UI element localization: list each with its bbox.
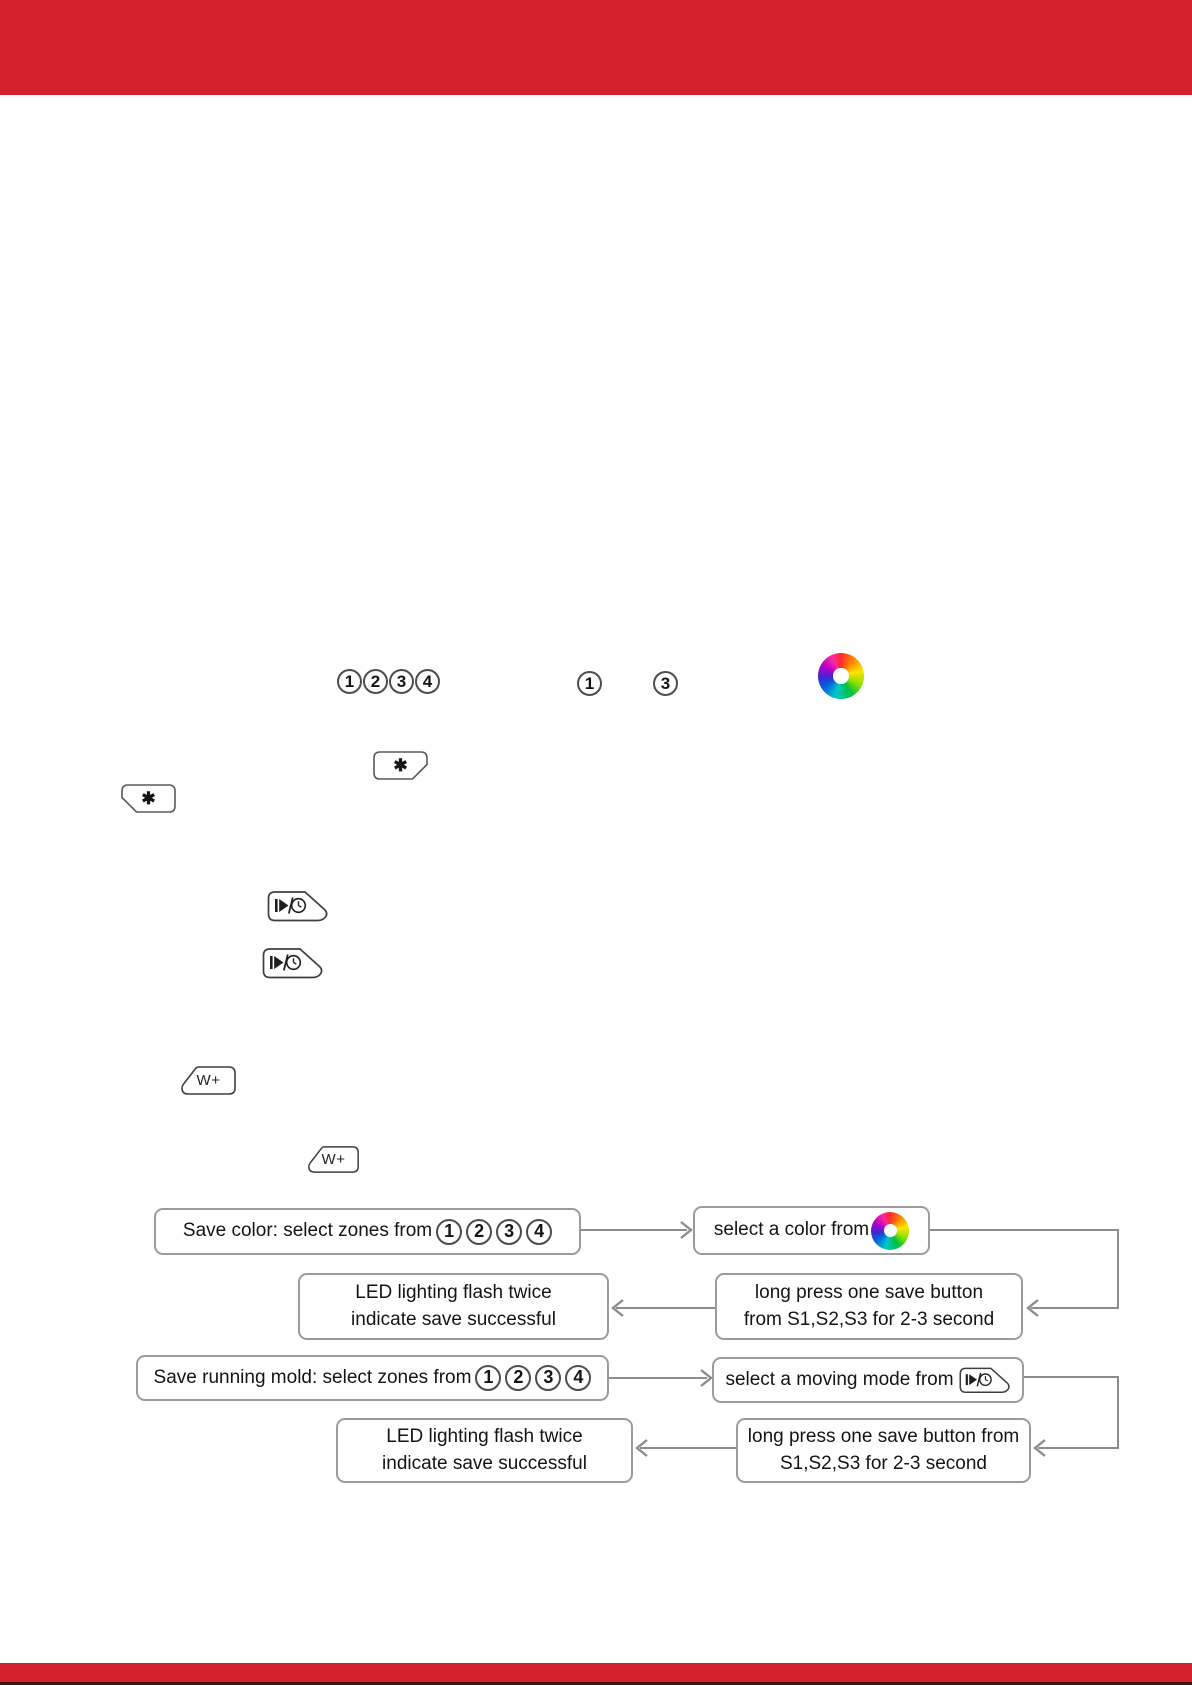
flow-box-save-color-press [715,1273,1023,1340]
zone-1-icon: 1 [577,671,602,696]
flow-text: select a color from [713,1219,870,1241]
zone-1-icon: 1 [475,1365,501,1391]
zone-4-icon: 4 [565,1365,591,1391]
zone-2-icon: 2 [363,669,388,694]
arrowhead-right [681,1222,691,1238]
zone-3-icon: 3 [535,1365,561,1391]
w-plus-label: W+ [321,1151,346,1168]
zone-3-icon: 3 [653,671,678,696]
flow-text: long press one save button from [747,1425,1020,1447]
zone-buttons-1234 [337,669,440,694]
color-wheel-icon [818,653,864,699]
asterisk-glyph: ✱ [393,756,408,775]
play-timer-key-icon [262,948,324,979]
zone-4-icon: 4 [526,1219,552,1245]
flow-text: LED lighting flash twice [355,1281,552,1303]
arrowhead-right [701,1370,711,1386]
zone-2-icon: 2 [466,1219,492,1245]
flow-text: indicate save successful [382,1452,587,1474]
flow-text: long press one save button [754,1281,984,1303]
arrowhead-left [1035,1440,1045,1456]
flow-box-save-mode-press [736,1418,1031,1483]
zone-3-icon: 3 [496,1219,522,1245]
brightness-key-icon [121,784,176,813]
play-timer-key-icon [959,1367,1011,1394]
zone-2-icon: 2 [505,1365,531,1391]
brightness-key-icon [373,751,428,780]
w-plus-label: W+ [196,1072,221,1089]
flow-box-select-mode [712,1357,1024,1403]
asterisk-glyph: ✱ [141,789,156,808]
arrowhead-left [637,1440,647,1456]
arrowhead-left [1028,1300,1038,1316]
flow-text: indicate save successful [351,1308,556,1330]
flow-text: from S1,S2,S3 for 2-3 second [743,1308,995,1330]
flow-box-save-mode [136,1355,609,1401]
zone-1-icon: 1 [337,669,362,694]
flow-text: S1,S2,S3 for 2-3 second [779,1452,987,1474]
flow-text: LED lighting flash twice [386,1425,583,1447]
color-wheel-icon [871,1212,909,1250]
white-plus-key-icon [306,1146,361,1173]
bottom-red-bar [0,1663,1192,1685]
top-red-bar [0,0,1192,95]
flow-text: Save running mold: select zones from [153,1366,472,1388]
arrowhead-left [613,1300,623,1316]
flow-text: Save color: select zones from [182,1220,433,1242]
flow-box-save-color-success [298,1273,609,1340]
zone-3-icon: 3 [389,669,414,694]
play-timer-key-icon [267,891,329,922]
flow-text: select a moving mode from [725,1368,954,1390]
zone-1-icon: 1 [436,1219,462,1245]
flow-box-save-mode-success [336,1418,633,1483]
white-plus-key-icon [181,1066,236,1095]
flow-box-save-color [154,1208,581,1255]
flow-box-select-color [693,1206,930,1255]
zone-4-icon: 4 [415,669,440,694]
